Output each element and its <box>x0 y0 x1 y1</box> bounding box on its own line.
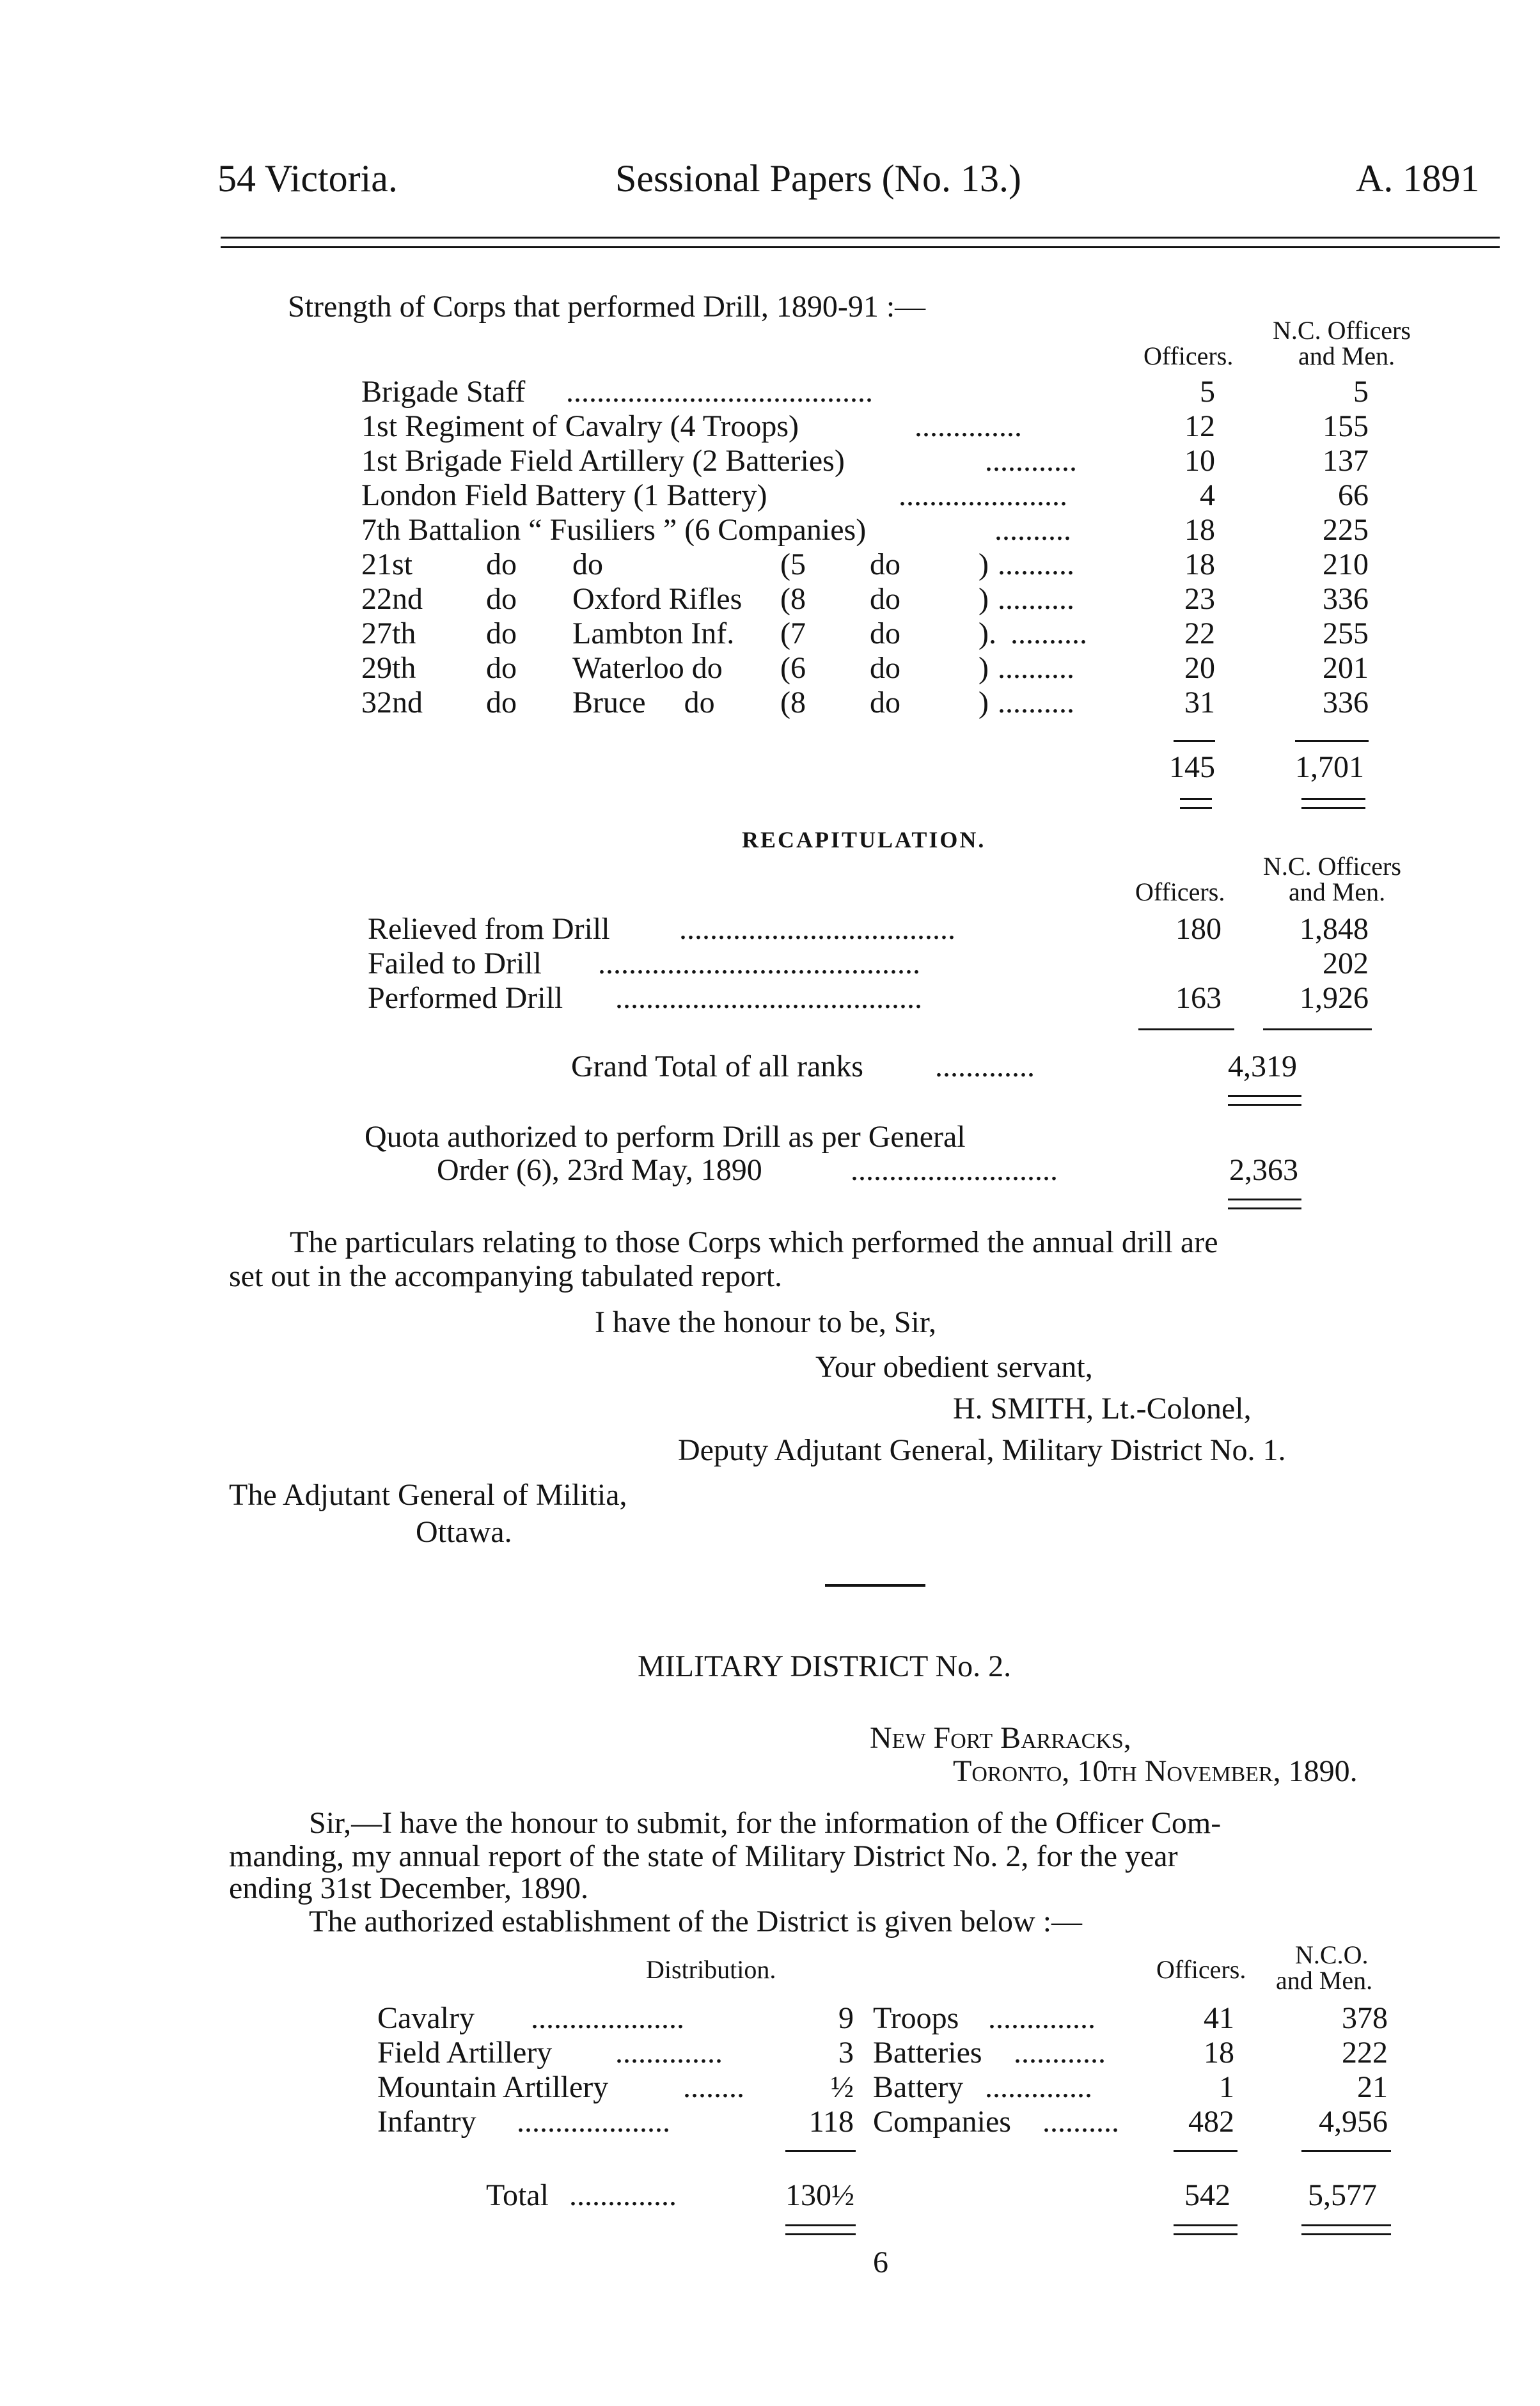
strength-row-do: do <box>870 547 900 581</box>
district-rule-men <box>1301 2150 1391 2152</box>
strength-leader: ........................................ <box>566 375 873 409</box>
strength-row-do: do <box>486 547 517 581</box>
district-row-unit: Battery <box>873 2070 964 2104</box>
strength-row-close: ) <box>978 686 989 719</box>
strength-col-officers: Officers. <box>1143 342 1234 370</box>
strength-col-nco-1: N.C. Officers <box>1273 316 1411 345</box>
section-divider <box>825 1584 925 1587</box>
strength-row-corps: Lambton Inf. <box>572 617 735 650</box>
strength-row-companies: (7 <box>780 617 806 650</box>
strength-row-corps: Bruce do <box>572 686 715 719</box>
strength-leader: ...................... <box>899 478 1067 512</box>
district-row-count: 3 <box>838 2036 854 2070</box>
header-left: 54 Victoria. <box>217 157 398 200</box>
quota-leader: ........................... <box>851 1153 1058 1187</box>
strength-row-label: 1st Regiment of Cavalry (4 Troops) <box>361 409 799 443</box>
header-rule-1 <box>221 237 1500 239</box>
district-col-nco-2: and Men. <box>1276 1966 1373 1995</box>
strength-row-companies: (8 <box>780 686 806 719</box>
strength-leader: .......... <box>998 547 1074 581</box>
strength-leader: .......... <box>994 513 1071 547</box>
strength-row-officers: 22 <box>1184 617 1215 650</box>
strength-row-corps: Waterloo do <box>572 651 723 685</box>
recap-row-men: 202 <box>1323 947 1369 980</box>
district-rule-count <box>785 2150 856 2152</box>
district-leader: .................... <box>531 2001 684 2035</box>
strength-row-label: London Field Battery (1 Battery) <box>361 478 767 512</box>
recap-leader: .......................................... <box>598 947 920 980</box>
strength-row-do: do <box>870 582 900 616</box>
strength-row-officers: 31 <box>1184 686 1215 719</box>
district-double-rule-count-a <box>785 2224 856 2226</box>
strength-row-officers: 10 <box>1184 444 1215 478</box>
header-center: Sessional Papers (No. 13.) <box>615 157 1021 200</box>
strength-row-men: 5 <box>1353 375 1369 409</box>
grand-total-double-rule-a <box>1228 1095 1301 1097</box>
district-row-count: 118 <box>808 2105 854 2139</box>
strength-row-close: ) <box>978 651 989 685</box>
strength-double-rule-officers-a <box>1180 798 1212 800</box>
strength-row-men: 137 <box>1323 444 1369 478</box>
letter-para-line-2: set out in the accompanying tabulated report. <box>229 1259 783 1293</box>
strength-leader: .............. <box>915 409 1022 443</box>
district-double-rule-men-b <box>1301 2233 1391 2235</box>
strength-row-label: 1st Brigade Field Artillery (2 Batteries) <box>361 444 845 478</box>
district-total-count: 130½ <box>785 2178 854 2212</box>
recap-col-officers: Officers. <box>1135 877 1225 906</box>
recap-leader: .................................... <box>679 912 955 946</box>
strength-row-companies: (6 <box>780 651 806 685</box>
strength-row-close: ). <box>978 617 996 650</box>
strength-double-rule-men-a <box>1301 798 1365 800</box>
district-row-count: 9 <box>838 2001 854 2035</box>
district-address-2: Toronto, 10th November, 1890. <box>953 1754 1358 1788</box>
strength-row-men: 201 <box>1323 651 1369 685</box>
strength-row-officers: 12 <box>1184 409 1215 443</box>
district-total-officers: 542 <box>1184 2178 1230 2212</box>
header-rule-2 <box>221 246 1500 248</box>
district-row-men: 222 <box>1342 2036 1388 2070</box>
district-row-arm: Cavalry <box>377 2001 475 2035</box>
district-leader: .............. <box>985 2070 1092 2104</box>
strength-leader: .......... <box>1010 617 1087 650</box>
district-double-rule-men-a <box>1301 2224 1391 2226</box>
header-right: A. 1891 <box>1356 157 1480 200</box>
strength-total-men: 1,701 <box>1295 750 1364 784</box>
grand-total-leader: ............. <box>935 1050 1035 1083</box>
strength-leader: .......... <box>998 686 1074 719</box>
recap-leader: ........................................ <box>615 981 922 1015</box>
strength-row-do: do <box>870 617 900 650</box>
strength-title: Strength of Corps that performed Drill, 1890-91 :— <box>288 290 926 324</box>
strength-row-do: do <box>486 582 517 616</box>
strength-row-corps: Oxford Rifles <box>572 582 742 616</box>
strength-double-rule-men-b <box>1301 807 1365 809</box>
strength-row-label: 22nd <box>361 582 423 616</box>
district-row-arm: Infantry <box>377 2105 476 2139</box>
strength-row-label: 29th <box>361 651 416 685</box>
recap-row-officers: 163 <box>1175 981 1222 1015</box>
strength-row-label: 27th <box>361 617 416 650</box>
quota-line-2: Order (6), 23rd May, 1890 <box>437 1153 762 1187</box>
strength-leader: ............ <box>985 444 1077 478</box>
district-title: MILITARY DISTRICT No. 2. <box>638 1649 1012 1683</box>
district-leader: .............. <box>988 2001 1096 2035</box>
district-total-label: Total <box>486 2178 549 2212</box>
grand-total-label: Grand Total of all ranks <box>571 1050 863 1083</box>
recap-rule-officers <box>1138 1028 1234 1030</box>
strength-row-officers: 23 <box>1184 582 1215 616</box>
district-double-rule-officers-a <box>1174 2224 1238 2226</box>
district-rule-officers <box>1174 2150 1238 2152</box>
strength-row-men: 336 <box>1323 582 1369 616</box>
quota-double-rule-a <box>1228 1199 1301 1200</box>
grand-total-value: 4,319 <box>1228 1050 1297 1083</box>
strength-row-men: 336 <box>1323 686 1369 719</box>
district-para-line-3: ending 31st December, 1890. <box>229 1871 588 1905</box>
recap-row-label: Failed to Drill <box>368 947 542 980</box>
strength-row-men: 225 <box>1323 513 1369 547</box>
strength-row-do: do <box>486 686 517 719</box>
strength-row-men: 255 <box>1323 617 1369 650</box>
district-col-nco-1: N.C.O. <box>1295 1940 1369 1969</box>
district-row-unit: Troops <box>873 2001 959 2035</box>
strength-row-officers: 4 <box>1200 478 1215 512</box>
strength-row-do: do <box>486 651 517 685</box>
district-row-unit: Companies <box>873 2105 1011 2139</box>
district-double-rule-count-b <box>785 2233 856 2235</box>
recap-title: RECAPITULATION. <box>742 827 986 853</box>
strength-row-label: 7th Battalion “ Fusiliers ” (6 Companies) <box>361 513 867 547</box>
recap-row-officers: 180 <box>1175 912 1222 946</box>
district-row-officers: 1 <box>1219 2070 1234 2104</box>
quota-double-rule-b <box>1228 1207 1301 1209</box>
strength-row-close: ) <box>978 582 989 616</box>
district-row-officers: 482 <box>1188 2105 1234 2139</box>
recap-rule-men <box>1263 1028 1372 1030</box>
district-para-2: The authorized establishment of the District is given below :— <box>309 1905 1083 1938</box>
strength-row-close: ) <box>978 547 989 581</box>
recap-row-men: 1,848 <box>1300 912 1369 946</box>
strength-row-men: 155 <box>1323 409 1369 443</box>
district-row-officers: 18 <box>1204 2036 1234 2070</box>
letter-closing-1: I have the honour to be, Sir, <box>595 1305 936 1339</box>
district-row-count: ½ <box>831 2070 854 2104</box>
recap-row-label: Relieved from Drill <box>368 912 610 946</box>
district-row-arm: Field Artillery <box>377 2036 553 2070</box>
strength-total-rule-men <box>1295 740 1369 742</box>
strength-row-men: 66 <box>1338 478 1369 512</box>
letter-addressee-1: The Adjutant General of Militia, <box>229 1478 627 1512</box>
district-row-unit: Batteries <box>873 2036 982 2070</box>
district-double-rule-officers-b <box>1174 2233 1238 2235</box>
letter-signature: H. SMITH, Lt.-Colonel, <box>953 1392 1252 1426</box>
district-col-distribution: Distribution. <box>646 1955 776 1984</box>
district-address-1: New Fort Barracks, <box>870 1721 1131 1755</box>
strength-row-label: 32nd <box>361 686 423 719</box>
strength-row-corps: do <box>572 547 603 581</box>
district-leader: ............ <box>1014 2036 1106 2070</box>
letter-signature-title: Deputy Adjutant General, Military District No. 1. <box>678 1433 1286 1467</box>
recap-col-nco-2: and Men. <box>1289 877 1386 906</box>
district-para-line-1: Sir,—I have the honour to submit, for the information of the Officer Com- <box>309 1806 1222 1840</box>
strength-row-label: 21st <box>361 547 413 581</box>
grand-total-double-rule-b <box>1228 1104 1301 1106</box>
strength-double-rule-officers-b <box>1180 807 1212 809</box>
district-leader: .......... <box>1042 2105 1119 2139</box>
strength-row-companies: (8 <box>780 582 806 616</box>
district-row-arm: Mountain Artillery <box>377 2070 609 2104</box>
district-row-men: 4,956 <box>1319 2105 1388 2139</box>
district-leader: .............. <box>615 2036 723 2070</box>
strength-row-officers: 18 <box>1184 547 1215 581</box>
district-row-men: 21 <box>1357 2070 1388 2104</box>
recap-row-label: Performed Drill <box>368 981 563 1015</box>
letter-para-line-1: The particulars relating to those Corps which performed the annual drill are <box>290 1225 1218 1259</box>
quota-value: 2,363 <box>1229 1153 1298 1187</box>
strength-row-officers: 5 <box>1200 375 1215 409</box>
strength-row-officers: 18 <box>1184 513 1215 547</box>
strength-row-do: do <box>486 617 517 650</box>
district-col-officers: Officers. <box>1156 1955 1246 1984</box>
quota-line-1: Quota authorized to perform Drill as per General <box>365 1120 966 1154</box>
strength-leader: .......... <box>998 651 1074 685</box>
letter-addressee-2: Ottawa. <box>416 1515 512 1549</box>
page-number: 6 <box>873 2245 888 2279</box>
strength-total-rule-officers <box>1174 740 1215 742</box>
strength-row-officers: 20 <box>1184 651 1215 685</box>
strength-row-companies: (5 <box>780 547 806 581</box>
district-leader: .................... <box>517 2105 670 2139</box>
district-leader: ........ <box>683 2070 744 2104</box>
recap-col-nco-1: N.C. Officers <box>1263 852 1401 881</box>
strength-leader: .......... <box>998 582 1074 616</box>
letter-closing-2: Your obedient servant, <box>815 1350 1093 1384</box>
strength-row-do: do <box>870 686 900 719</box>
strength-row-do: do <box>870 651 900 685</box>
strength-row-men: 210 <box>1323 547 1369 581</box>
district-row-officers: 41 <box>1204 2001 1234 2035</box>
district-para-line-2: manding, my annual report of the state of Military District No. 2, for the year <box>229 1839 1178 1873</box>
district-total-men: 5,577 <box>1308 2178 1377 2212</box>
strength-row-label: Brigade Staff <box>361 375 526 409</box>
recap-row-men: 1,926 <box>1300 981 1369 1015</box>
strength-total-officers: 145 <box>1169 750 1215 784</box>
district-row-men: 378 <box>1342 2001 1388 2035</box>
strength-col-nco-2: and Men. <box>1298 342 1395 370</box>
district-total-leader: .............. <box>569 2178 677 2212</box>
